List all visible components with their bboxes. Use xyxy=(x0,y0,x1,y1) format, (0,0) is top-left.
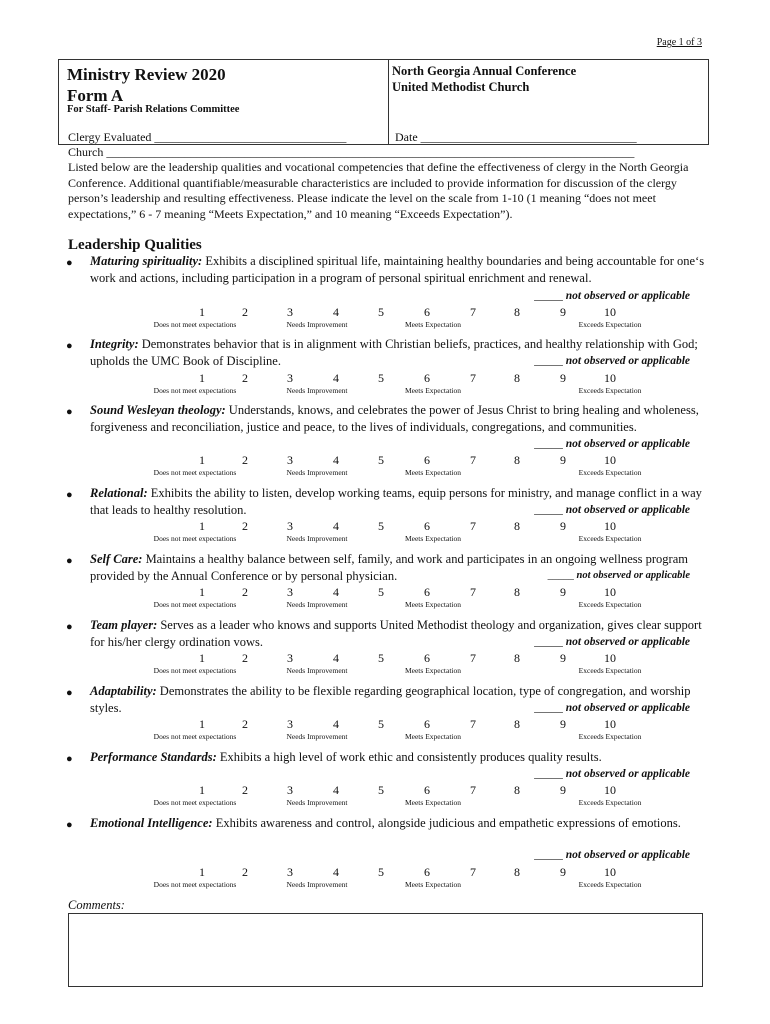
rating-option-2[interactable]: 2 xyxy=(242,651,248,665)
not-observed-blank[interactable]: _____ xyxy=(534,702,566,714)
scale-label-does-not: Does not meet expectations xyxy=(153,666,237,675)
rating-option-7[interactable]: 7 xyxy=(470,519,476,533)
rating-option-4[interactable]: 4 xyxy=(333,717,339,731)
rating-option-1[interactable]: 1 xyxy=(199,305,205,319)
item-title: Relational: xyxy=(90,486,148,500)
item-title: Performance Standards: xyxy=(90,750,217,764)
rating-option-4[interactable]: 4 xyxy=(333,865,339,879)
comments-label: Comments: xyxy=(68,898,125,912)
rating-option-8[interactable]: 8 xyxy=(514,453,520,467)
rating-option-8[interactable]: 8 xyxy=(514,585,520,599)
scale-label-does-not: Does not meet expectations xyxy=(153,732,237,741)
scale-label-needs: Needs Improvement xyxy=(286,320,348,329)
rating-scale xyxy=(68,453,708,465)
scale-label-meets: Meets Expectation xyxy=(404,666,462,675)
rating-option-10[interactable]: 10 xyxy=(604,717,616,731)
rating-option-1[interactable]: 1 xyxy=(199,371,205,385)
rating-option-2[interactable]: 2 xyxy=(242,519,248,533)
comments-box[interactable] xyxy=(68,913,703,987)
bullet-icon: ● xyxy=(66,819,73,831)
item-description: Team player: Serves as a leader who knows and supports United Methodist theology and organization, gives clear support for his/her clergy ordination vows. xyxy=(90,618,702,649)
rating-option-5[interactable]: 5 xyxy=(378,371,384,385)
rating-option-10[interactable]: 10 xyxy=(604,783,616,797)
rating-option-3[interactable]: 3 xyxy=(287,305,293,319)
item-description: Emotional Intelligence: Exhibits awareness and control, alongside judicious and empathetic expressions of emotions. xyxy=(90,816,681,830)
not-observed-blank[interactable]: _____ xyxy=(534,768,566,780)
item-title: Emotional Intelligence: xyxy=(90,816,213,830)
scale-label-meets: Meets Expectation xyxy=(404,320,462,329)
scale-label-needs: Needs Improvement xyxy=(286,732,348,741)
not-observed-blank[interactable]: _____ xyxy=(534,355,566,367)
rating-option-5[interactable]: 5 xyxy=(378,717,384,731)
clergy-evaluated-label: Clergy Evaluated xyxy=(68,130,152,144)
rating-option-10[interactable]: 10 xyxy=(604,371,616,385)
scale-label-needs: Needs Improvement xyxy=(286,534,348,543)
item-description: Sound Wesleyan theology: Understands, knows, and celebrates the power of Jesus Christ to bring healing and wholeness, forgiveness and reconciliation, justice and peace, to the lives of individuals, congregations, and communities. xyxy=(90,403,699,434)
not-observed-blank[interactable]: _____ xyxy=(534,438,566,450)
scale-label-exceeds: Exceeds Expectation xyxy=(578,666,642,675)
rating-option-3[interactable]: 3 xyxy=(287,519,293,533)
rating-scale-labels xyxy=(68,386,708,396)
rating-option-3[interactable]: 3 xyxy=(287,651,293,665)
item-description: Self Care: Maintains a healthy balance between self, family, and work and participates in an ongoing wellness program provided by the Annual Conference or by personal physician. xyxy=(90,552,688,583)
bullet-icon: ● xyxy=(66,406,73,418)
rating-option-8[interactable]: 8 xyxy=(514,305,520,319)
scale-label-does-not: Does not meet expectations xyxy=(153,798,237,807)
rating-option-5[interactable]: 5 xyxy=(378,783,384,797)
not-observed-text: not observed or applicable xyxy=(565,636,690,648)
rating-option-7[interactable]: 7 xyxy=(470,453,476,467)
rating-option-9[interactable]: 9 xyxy=(560,519,566,533)
rating-option-6[interactable]: 6 xyxy=(424,783,430,797)
bullet-icon: ● xyxy=(66,687,73,699)
scale-label-does-not: Does not meet expectations xyxy=(153,880,237,889)
scale-label-exceeds: Exceeds Expectation xyxy=(578,534,642,543)
rating-option-10[interactable]: 10 xyxy=(604,865,616,879)
date-field[interactable] xyxy=(395,130,637,145)
rating-option-4[interactable]: 4 xyxy=(333,783,339,797)
rating-option-5[interactable]: 5 xyxy=(378,453,384,467)
rating-scale-labels xyxy=(68,666,708,676)
item-description: Adaptability: Demonstrates the ability to be flexible regarding geographical location, type of congregation, and worship styles. xyxy=(90,684,691,715)
bullet-icon: ● xyxy=(66,621,73,633)
rating-option-2[interactable]: 2 xyxy=(242,783,248,797)
rating-scale-labels xyxy=(68,320,708,330)
rating-option-7[interactable]: 7 xyxy=(470,305,476,319)
not-observed-option[interactable] xyxy=(534,768,690,780)
bullet-icon: ● xyxy=(66,753,73,765)
rating-scale-labels xyxy=(68,468,708,478)
rating-option-1[interactable]: 1 xyxy=(199,519,205,533)
not-observed-blank[interactable]: _____ xyxy=(534,504,566,516)
rating-option-10[interactable]: 10 xyxy=(604,519,616,533)
rating-option-1[interactable]: 1 xyxy=(199,585,205,599)
rating-option-6[interactable]: 6 xyxy=(424,717,430,731)
form-title xyxy=(67,64,226,106)
rating-option-2[interactable]: 2 xyxy=(242,717,248,731)
scale-label-meets: Meets Expectation xyxy=(404,600,462,609)
rating-option-9[interactable]: 9 xyxy=(560,371,566,385)
rating-option-10[interactable]: 10 xyxy=(604,585,616,599)
item-description: Maturing spirituality: Exhibits a disciplined spiritual life, maintaining healthy boundaries and being accountable for one‘s work and actions, including participation in a program of personal spiritual enrichment and renewal. xyxy=(90,254,705,285)
rating-scale xyxy=(68,519,708,531)
rating-option-10[interactable]: 10 xyxy=(604,651,616,665)
rating-scale xyxy=(68,717,708,729)
rating-scale xyxy=(68,865,708,877)
rating-option-3[interactable]: 3 xyxy=(287,371,293,385)
org-line2: United Methodist Church xyxy=(392,80,530,94)
rating-option-2[interactable]: 2 xyxy=(242,585,248,599)
rating-option-5[interactable]: 5 xyxy=(378,585,384,599)
date-label: Date xyxy=(395,130,418,144)
scale-label-does-not: Does not meet expectations xyxy=(153,534,237,543)
rating-option-4[interactable]: 4 xyxy=(333,519,339,533)
intro-paragraph: Listed below are the leadership qualities and vocational competencies that define the effectiveness of clergy in the North Georgia Conference. Additional quantifiable/measurable characteristics are included to provide information for discussion of the clergy person’s leadership and resulting effectiveness. Please indicate the level on the scale from 1-10 (1 meaning “does not meet expectations,” 6 - 7 meaning “Meets Expectation,” and 10 meaning “Exceeds Expectation”). xyxy=(68,160,689,221)
not-observed-option[interactable] xyxy=(534,849,690,861)
scale-label-needs: Needs Improvement xyxy=(286,880,348,889)
bullet-icon: ● xyxy=(66,555,73,567)
rating-option-6[interactable]: 6 xyxy=(424,519,430,533)
rating-option-4[interactable]: 4 xyxy=(333,453,339,467)
rating-option-9[interactable]: 9 xyxy=(560,453,566,467)
rating-scale-labels xyxy=(68,732,708,742)
bullet-icon: ● xyxy=(66,489,73,501)
rating-option-3[interactable]: 3 xyxy=(287,865,293,879)
not-observed-text: not observed or applicable xyxy=(565,702,690,714)
bullet-icon: ● xyxy=(66,340,73,352)
not-observed-option[interactable] xyxy=(534,438,690,450)
scale-label-needs: Needs Improvement xyxy=(286,798,348,807)
item-title: Team player: xyxy=(90,618,158,632)
bullet-icon: ● xyxy=(66,257,73,269)
date-blank[interactable]: ____________________________________ xyxy=(420,130,637,144)
rating-scale xyxy=(68,371,708,383)
item-title: Maturing spirituality: xyxy=(90,254,203,268)
rating-option-3[interactable]: 3 xyxy=(287,453,293,467)
rating-option-10[interactable]: 10 xyxy=(604,453,616,467)
church-field[interactable] xyxy=(68,145,708,160)
not-observed-blank[interactable]: _____ xyxy=(534,849,566,861)
scale-label-exceeds: Exceeds Expectation xyxy=(578,468,642,477)
rating-option-7[interactable]: 7 xyxy=(470,717,476,731)
not-observed-blank[interactable]: _____ xyxy=(534,290,566,302)
rating-option-6[interactable]: 6 xyxy=(424,651,430,665)
section-heading: Leadership Qualities xyxy=(68,237,202,253)
clergy-evaluated-field[interactable] xyxy=(68,130,346,145)
rating-option-10[interactable]: 10 xyxy=(604,305,616,319)
rating-option-2[interactable]: 2 xyxy=(242,305,248,319)
rating-option-2[interactable]: 2 xyxy=(242,371,248,385)
rating-option-6[interactable]: 6 xyxy=(424,585,430,599)
rating-option-7[interactable]: 7 xyxy=(470,865,476,879)
not-observed-option[interactable] xyxy=(534,636,690,648)
rating-option-5[interactable]: 5 xyxy=(378,651,384,665)
item-title: Adaptability: xyxy=(90,684,157,698)
not-observed-option[interactable] xyxy=(534,355,690,367)
rating-scale xyxy=(68,585,708,597)
scale-label-meets: Meets Expectation xyxy=(404,468,462,477)
scale-label-needs: Needs Improvement xyxy=(286,386,348,395)
scale-label-needs: Needs Improvement xyxy=(286,666,348,675)
scale-label-meets: Meets Expectation xyxy=(404,534,462,543)
rating-option-5[interactable]: 5 xyxy=(378,519,384,533)
rating-option-3[interactable]: 3 xyxy=(287,783,293,797)
rating-option-7[interactable]: 7 xyxy=(470,371,476,385)
organization-name xyxy=(392,63,576,95)
rating-option-4[interactable]: 4 xyxy=(333,585,339,599)
rating-scale-labels xyxy=(68,534,708,544)
scale-label-exceeds: Exceeds Expectation xyxy=(578,880,642,889)
not-observed-text: not observed or applicable xyxy=(565,849,690,861)
rating-scale xyxy=(68,783,708,795)
committee-label: For Staff- Parish Relations Committee xyxy=(67,104,240,115)
rating-option-9[interactable]: 9 xyxy=(560,305,566,319)
page-number: Page 1 of 3 xyxy=(656,37,702,48)
not-observed-text: not observed or applicable xyxy=(565,504,690,516)
rating-option-9[interactable]: 9 xyxy=(560,717,566,731)
not-observed-blank[interactable]: _____ xyxy=(534,636,566,648)
not-observed-text: not observed or applicable xyxy=(565,438,690,450)
item-title: Sound Wesleyan theology: xyxy=(90,403,226,417)
scale-label-does-not: Does not meet expectations xyxy=(153,600,237,609)
clergy-evaluated-blank[interactable]: ________________________________ xyxy=(154,130,347,144)
rating-option-1[interactable]: 1 xyxy=(199,717,205,731)
rating-scale-labels xyxy=(68,880,708,890)
rating-option-9[interactable]: 9 xyxy=(560,865,566,879)
not-observed-option[interactable] xyxy=(534,702,690,714)
item-description: Performance Standards: Exhibits a high level of work ethic and consistently produces quality results. xyxy=(90,750,602,764)
scale-label-meets: Meets Expectation xyxy=(404,798,462,807)
scale-label-exceeds: Exceeds Expectation xyxy=(578,798,642,807)
form-title-line1: Ministry Review 2020 xyxy=(67,65,226,84)
item-description: Relational: Exhibits the ability to listen, develop working teams, equip persons for ministry, and manage conflict in a way that leads to healthy resolution. xyxy=(90,486,702,517)
not-observed-text: not observed or applicable xyxy=(565,355,690,367)
scale-label-does-not: Does not meet expectations xyxy=(153,320,237,329)
not-observed-blank[interactable]: _____ xyxy=(547,570,577,581)
rating-option-8[interactable]: 8 xyxy=(514,371,520,385)
rating-option-2[interactable]: 2 xyxy=(242,453,248,467)
not-observed-text: not observed or applicable xyxy=(576,570,690,581)
rating-option-9[interactable]: 9 xyxy=(560,585,566,599)
rating-scale xyxy=(68,305,708,317)
not-observed-option[interactable] xyxy=(534,504,690,516)
scale-label-meets: Meets Expectation xyxy=(404,386,462,395)
rating-option-8[interactable]: 8 xyxy=(514,651,520,665)
rating-option-1[interactable]: 1 xyxy=(199,651,205,665)
rating-option-6[interactable]: 6 xyxy=(424,305,430,319)
church-label: Church xyxy=(68,145,104,159)
rating-option-8[interactable]: 8 xyxy=(514,717,520,731)
item-title: Integrity: xyxy=(90,337,139,351)
scale-label-exceeds: Exceeds Expectation xyxy=(578,386,642,395)
not-observed-option[interactable] xyxy=(534,290,690,302)
rating-option-9[interactable]: 9 xyxy=(560,651,566,665)
rating-option-6[interactable]: 6 xyxy=(424,865,430,879)
scale-label-exceeds: Exceeds Expectation xyxy=(578,732,642,741)
not-observed-text: not observed or applicable xyxy=(565,290,690,302)
rating-option-5[interactable]: 5 xyxy=(378,865,384,879)
rating-option-4[interactable]: 4 xyxy=(333,371,339,385)
not-observed-option[interactable] xyxy=(548,570,690,581)
rating-option-6[interactable]: 6 xyxy=(424,453,430,467)
rating-scale-labels xyxy=(68,600,708,610)
rating-option-1[interactable]: 1 xyxy=(199,453,205,467)
scale-label-does-not: Does not meet expectations xyxy=(153,386,237,395)
rating-option-1[interactable]: 1 xyxy=(199,783,205,797)
form-title-line2: Form A xyxy=(67,86,124,105)
rating-option-5[interactable]: 5 xyxy=(378,305,384,319)
scale-label-meets: Meets Expectation xyxy=(404,880,462,889)
rating-scale xyxy=(68,651,708,663)
item-description: Integrity: Demonstrates behavior that is in alignment with Christian beliefs, practices, and healthy relationship with God; upholds the UMC Book of Discipline. xyxy=(90,337,698,368)
scale-label-exceeds: Exceeds Expectation xyxy=(578,320,642,329)
rating-option-7[interactable]: 7 xyxy=(470,651,476,665)
not-observed-text: not observed or applicable xyxy=(565,768,690,780)
scale-label-exceeds: Exceeds Expectation xyxy=(578,600,642,609)
church-blank[interactable]: ________________________________________________________________________________________ xyxy=(106,145,635,159)
org-line1: North Georgia Annual Conference xyxy=(392,64,577,78)
rating-option-4[interactable]: 4 xyxy=(333,305,339,319)
rating-option-8[interactable]: 8 xyxy=(514,783,520,797)
rating-option-7[interactable]: 7 xyxy=(470,783,476,797)
rating-option-3[interactable]: 3 xyxy=(287,717,293,731)
scale-label-meets: Meets Expectation xyxy=(404,732,462,741)
rating-option-8[interactable]: 8 xyxy=(514,865,520,879)
rating-option-2[interactable]: 2 xyxy=(242,865,248,879)
rating-option-1[interactable]: 1 xyxy=(199,865,205,879)
scale-label-needs: Needs Improvement xyxy=(286,600,348,609)
rating-option-3[interactable]: 3 xyxy=(287,585,293,599)
rating-option-6[interactable]: 6 xyxy=(424,371,430,385)
rating-scale-labels xyxy=(68,798,708,808)
rating-option-8[interactable]: 8 xyxy=(514,519,520,533)
item-title: Self Care: xyxy=(90,552,143,566)
rating-option-7[interactable]: 7 xyxy=(470,585,476,599)
rating-option-4[interactable]: 4 xyxy=(333,651,339,665)
scale-label-needs: Needs Improvement xyxy=(286,468,348,477)
scale-label-does-not: Does not meet expectations xyxy=(153,468,237,477)
rating-option-9[interactable]: 9 xyxy=(560,783,566,797)
